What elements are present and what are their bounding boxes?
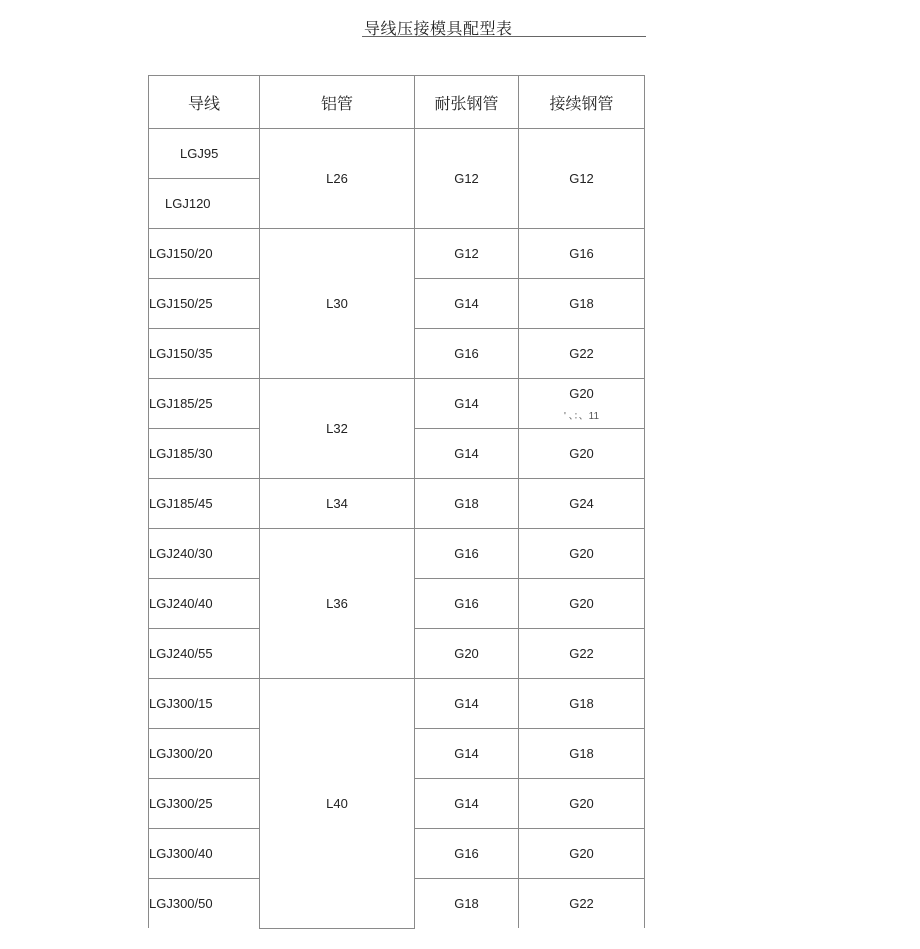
splice-tube-cell: G22 [519, 329, 645, 379]
splice-tube-cell [519, 379, 645, 429]
wire-cell: LGJ300/25 [149, 779, 260, 829]
strain-tube-cell: G12 [415, 129, 519, 229]
splice-tube-cell: G16 [519, 229, 645, 279]
table-row [149, 529, 645, 579]
wire-cell: LGJ185/30 [149, 429, 260, 479]
alu-tube-cell: L30 [260, 229, 415, 379]
splice-tube-cell: G20 [519, 579, 645, 629]
wire-cell: LGJ150/20 [149, 229, 260, 279]
alu-tube-cell: L32 [260, 379, 415, 479]
strain-tube-cell: G14 [415, 279, 519, 329]
splice-tube-cell: G18 [519, 279, 645, 329]
strain-tube-cell: G14 [415, 679, 519, 729]
header-row [149, 76, 645, 129]
alu-tube-cell: L26 [260, 129, 415, 229]
wire-cell: LGJ240/55 [149, 629, 260, 679]
header-wire: 导线 [149, 76, 260, 129]
alu-tube-cell: L40 [260, 679, 415, 929]
table-row [149, 479, 645, 529]
splice-tube-cell: G20 [519, 429, 645, 479]
splice-tube-cell: G20 [519, 779, 645, 829]
wire-cell: LGJ185/45 [149, 479, 260, 529]
strain-tube-cell: G14 [415, 379, 519, 429]
strain-tube-cell: G14 [415, 729, 519, 779]
strain-tube-cell: G16 [415, 329, 519, 379]
page-title: 导线压接模具配型表 [364, 19, 513, 38]
strain-tube-cell: G16 [415, 829, 519, 879]
wire-cell: LGJ95 [149, 129, 260, 179]
header-aluminum-tube: 铝管 [260, 76, 415, 129]
die-matching-table [148, 75, 645, 929]
strain-tube-cell: G18 [415, 879, 519, 929]
alu-tube-cell: L34 [260, 479, 415, 529]
strain-tube-cell: G16 [415, 579, 519, 629]
strain-tube-cell: G14 [415, 429, 519, 479]
splice-tube-cell: G22 [519, 879, 645, 929]
table-row [149, 229, 645, 279]
splice-value: G20 [569, 385, 594, 401]
wire-cell: LGJ300/40 [149, 829, 260, 879]
wire-cell: LGJ120 [149, 179, 260, 229]
wire-cell: LGJ150/25 [149, 279, 260, 329]
table-row [149, 129, 645, 179]
splice-tube-cell: G20 [519, 829, 645, 879]
splice-tube-cell: G20 [519, 529, 645, 579]
wire-cell: LGJ300/50 [149, 879, 260, 929]
strain-tube-cell: G18 [415, 479, 519, 529]
splice-tube-cell: G18 [519, 679, 645, 729]
title-underline [362, 14, 646, 37]
table-row [149, 679, 645, 729]
header-strain-steel-tube: 耐张钢管 [415, 76, 519, 129]
alu-tube-cell: L36 [260, 529, 415, 679]
splice-tube-cell: G22 [519, 629, 645, 679]
wire-cell: LGJ150/35 [149, 329, 260, 379]
wire-cell: LGJ300/20 [149, 729, 260, 779]
splice-tube-cell: G18 [519, 729, 645, 779]
splice-tube-cell: G12 [519, 129, 645, 229]
wire-cell: LGJ240/30 [149, 529, 260, 579]
table-row [149, 379, 645, 429]
splice-tube-cell: G24 [519, 479, 645, 529]
strain-tube-cell: G14 [415, 779, 519, 829]
wire-cell: LGJ300/15 [149, 679, 260, 729]
strain-tube-cell: G20 [415, 629, 519, 679]
header-splice-steel-tube: 接续钢管 [519, 76, 645, 129]
wire-cell: LGJ240/40 [149, 579, 260, 629]
strain-tube-cell: G12 [415, 229, 519, 279]
strain-tube-cell: G16 [415, 529, 519, 579]
splice-note: ' 、：、11 [563, 410, 600, 422]
wire-cell: LGJ185/25 [149, 379, 260, 429]
